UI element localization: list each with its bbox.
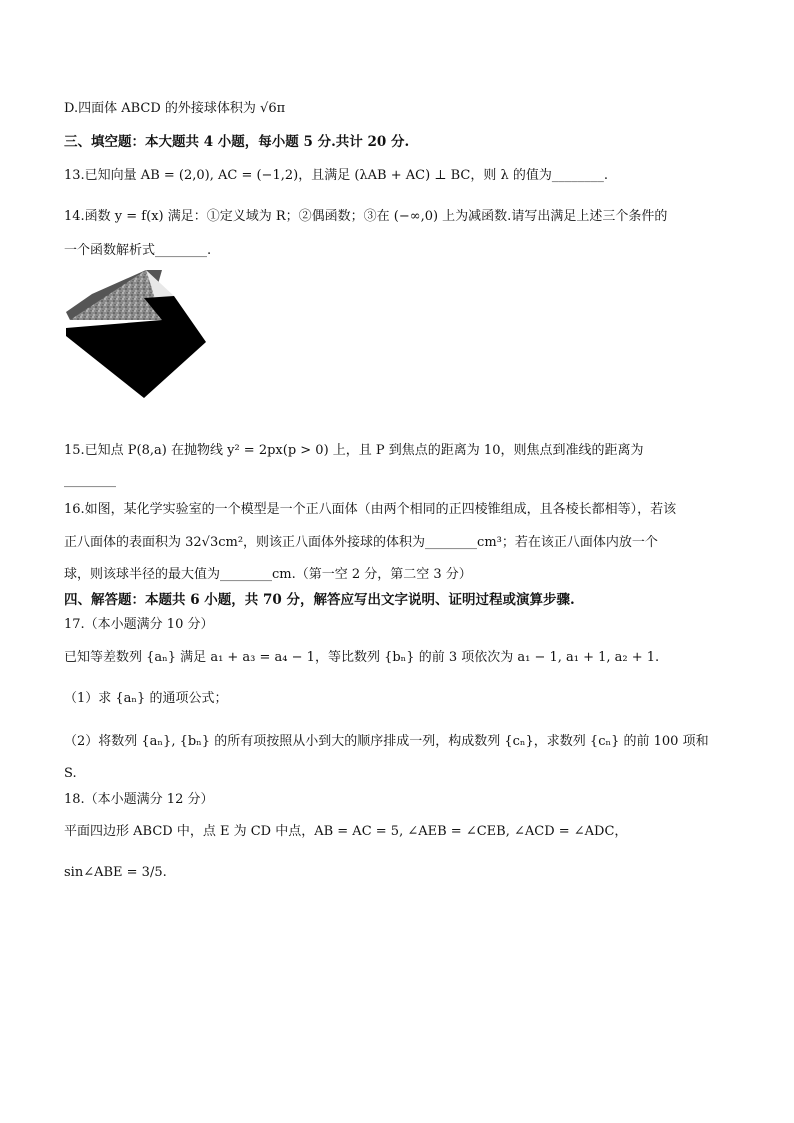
question-14-text: 14.函数 y = f(x) 满足：①定义域为 R；②偶函数；③在 (−∞,0) 上为减函数.请写出满足上述三个条件的 [64,209,668,224]
question-17-part2-text: （2）将数列 {aₙ}, {bₙ} 的所有项按照从小到大的顺序排成一列，构成数列 {cₙ}，求数列 {cₙ} 的前 100 项和 [64,734,709,749]
option-d-line [64,100,285,118]
question-16-text-cont: 正八面体的表面积为 32√3cm²，则该正八面体外接球的体积为________cm³；若在该正八面体内放一个 [64,535,658,550]
question-18-condition [64,864,167,882]
question-17-title: 17.（本小题满分 10 分） [64,617,214,632]
question-17-part1-text: （1）求 {aₙ} 的通项公式； [64,691,228,706]
question-13-text: 13.已知向量 AB = (2,0), AC = (−1,2)，且满足 (λAB + AC) ⊥ BC，则 λ 的值为________. [64,168,609,183]
question-15-text: 15.已知点 P(8,a) 在抛物线 y² = 2px(p > 0) 上，且 P 到焦点的距离为 10，则焦点到准线的距离为 [64,443,644,458]
question-17-part2 [64,733,709,751]
question-15-line1 [64,442,643,460]
question-18-heading [64,791,213,809]
question-14-line2 [64,242,211,260]
question-16-text: 16.如图，某化学实验室的一个模型是一个正八面体（由两个相同的正四棱锥组成，且各棱长都相等），若该 [64,502,677,517]
section-four-heading [64,591,575,609]
section-three-text: 三、填空题：本大题共 4 小题，每小题 5 分.共计 20 分. [64,134,410,150]
question-15-answer-blank: ________ [64,473,116,488]
question-17-stem [64,649,659,667]
question-14-line1 [64,208,667,226]
question-18-stem-text: 平面四边形 ABCD 中，点 E 为 CD 中点，AB = AC = 5, ∠AEB = ∠CEB, ∠ACD = ∠ADC， [64,824,628,839]
question-15-line2 [64,472,116,490]
question-17-part2-cont [64,765,77,783]
question-16-line3 [64,566,472,584]
octahedron-figure [62,268,208,400]
question-17-heading [64,616,213,634]
octahedron-top-face [70,270,162,320]
question-17-part2-end: S. [64,766,77,781]
question-18-condition-text: sin∠ABE = 3/5. [64,865,167,880]
question-17-part1 [64,690,227,708]
question-16-line1 [64,501,676,519]
option-d-text: D.四面体 ABCD 的外接球体积为 √6π [64,101,286,116]
question-18-title: 18.（本小题满分 12 分） [64,792,214,807]
question-14-text-cont: 一个函数解析式________. [64,243,212,258]
question-13 [64,167,608,185]
question-16-line2 [64,534,658,552]
section-four-text: 四、解答题：本题共 6 小题，共 70 分，解答应写出文字说明、证明过程或演算步骤. [64,592,575,608]
question-17-stem-text: 已知等差数列 {aₙ} 满足 a₁ + a₃ = a₄ − 1，等比数列 {bₙ} 的前 3 项依次为 a₁ − 1, a₁ + 1, a₂ + 1. [64,650,660,665]
question-18-stem [64,823,627,841]
question-16-text-end: 球，则该球半径的最大值为________cm.（第一空 2 分，第二空 3 分） [64,567,472,582]
section-three-heading [64,133,409,151]
